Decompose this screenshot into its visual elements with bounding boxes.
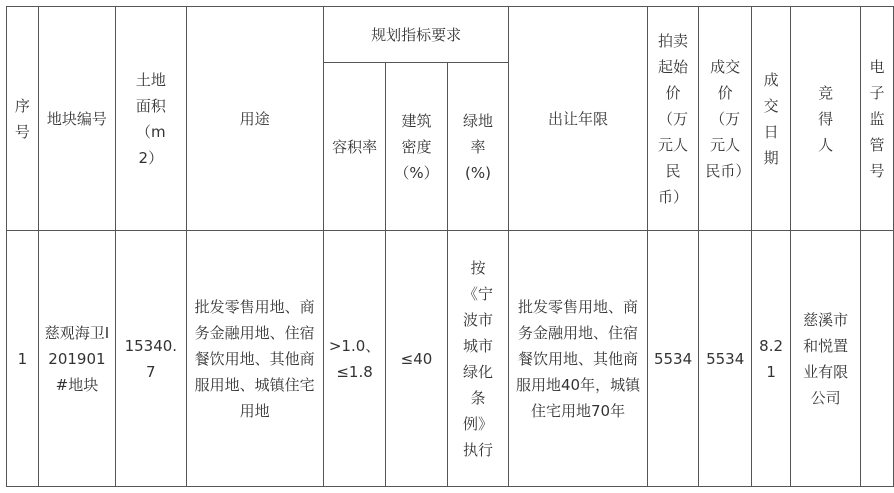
cell-deal-date: 8.21	[751, 231, 790, 487]
header-term: 出让年限	[509, 7, 647, 231]
cell-supervision	[860, 231, 893, 487]
header-deal-price: 成交价（万元人民币）	[699, 7, 752, 231]
cell-term: 批发零售用地、商务金融用地、住宿餐饮用地、其他商服用地40年，城镇住宅用地70年	[509, 231, 647, 487]
cell-green: 按《宁波市城市绿化条例》执行	[447, 231, 509, 487]
header-use: 用途	[186, 7, 323, 231]
cell-seq: 1	[7, 231, 39, 487]
land-transaction-table	[6, 6, 894, 487]
header-start-price: 拍卖起始价（万元人民币）	[647, 7, 699, 231]
header-winner: 竞得人	[791, 7, 861, 231]
cell-area: 15340.7	[116, 231, 186, 487]
header-area: 土地面积（m2）	[116, 7, 186, 231]
header-seq: 序号	[7, 7, 39, 231]
header-planning: 规划指标要求	[323, 7, 509, 63]
header-far: 容积率	[323, 63, 386, 231]
header-density: 建筑密度（%）	[386, 63, 447, 231]
cell-winner: 慈溪市和悦置业有限公司	[791, 231, 861, 487]
cell-deal-price: 5534	[699, 231, 752, 487]
cell-parcel-no: 慈观海卫I201901#地块	[38, 231, 115, 487]
cell-far: >1.0、≤1.8	[323, 231, 386, 487]
cell-use: 批发零售用地、商务金融用地、住宿餐饮用地、其他商服用地、城镇住宅用地	[186, 231, 323, 487]
table-row	[7, 231, 894, 487]
header-supervision: 电子监管号	[860, 7, 893, 231]
header-deal-date: 成交日期	[751, 7, 790, 231]
header-green: 绿地率(%)	[447, 63, 509, 231]
cell-density: ≤40	[386, 231, 447, 487]
cell-start-price: 5534	[647, 231, 699, 487]
header-parcel-no: 地块编号	[38, 7, 115, 231]
